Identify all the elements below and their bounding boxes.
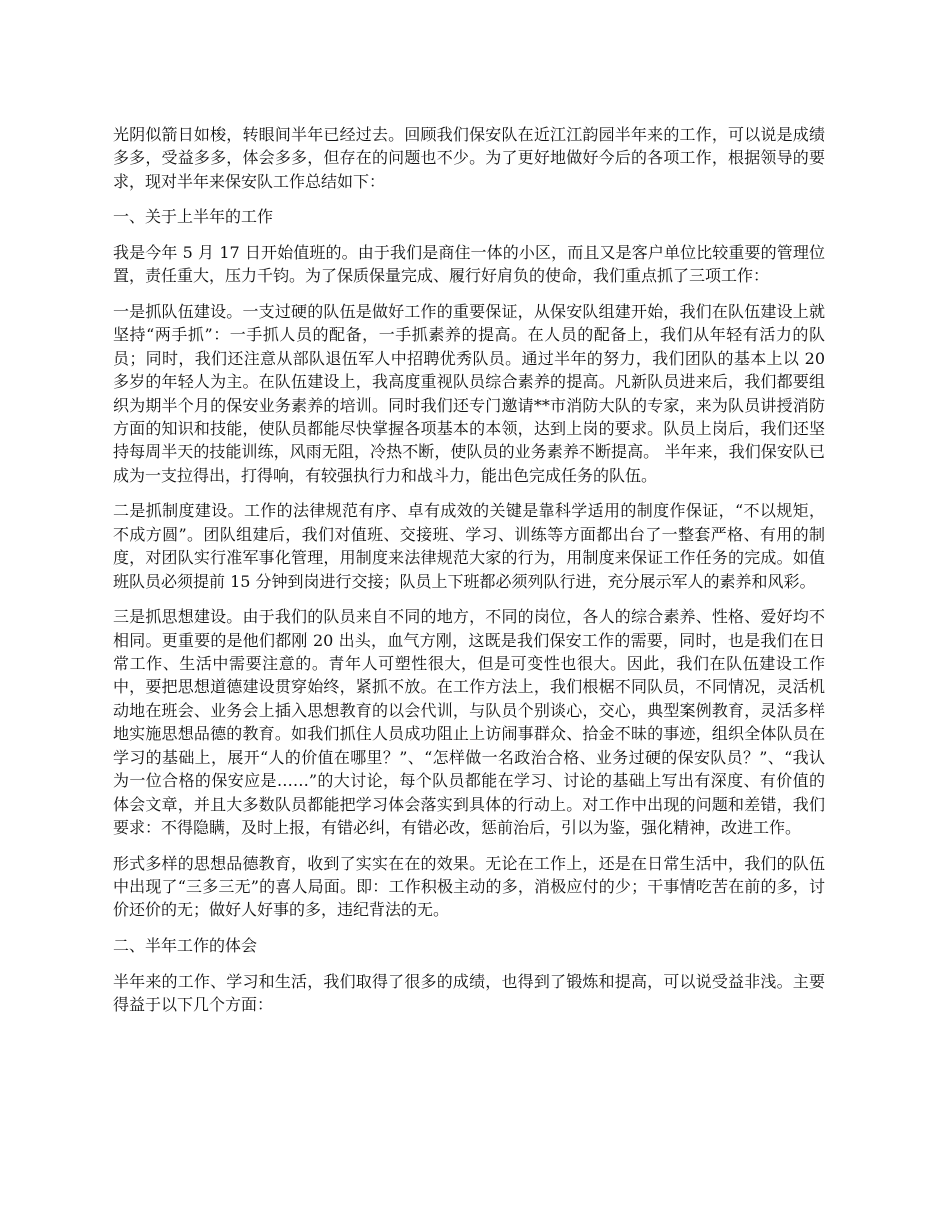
document-body	[113, 123, 825, 1029]
intro-paragraph: 光阴似箭日如梭，转眼间半年已经过去。回顾我们保安队在近江江韵园半年来的工作，可以说是成绩多多，受益多多，体会多多，但存在的问题也不少。为了更好地做好今后的各项工作，根据领导的要求，现对半年来保安队工作总结如下：	[113, 125, 825, 191]
ideology-building-paragraph: 三是抓思想建设。由于我们的队员来自不同的地方，不同的岗位，各人的综合素养、性格、爱好均不相同。更重要的是他们都刚 20 出头，血气方刚，这既是我们保安工作的需要，同时，也是我们在日常工作、生活中需要注意的。青年人可塑性很大，但是可变性也很大。因此，我们在队伍建设工作中，要把思想道德建设贯穿始终，紧抓不放。在工作方法上，我们根椐不同队员，不同情况，灵活机动地在班会、业务会上插入思想教育的以会代训，与队员个别谈心，交心，典型案例教育，灵活多样地实施思想品德的教育。如我们抓住人员成功阻止上访闹事群众、拾金不昧的事迹，组织全体队员在学习的基础上，展开“人的价值在哪里？”、“怎样做一名政治合格、业务过硬的保安队员？”、“我认为一位合格的保安应是……”的大讨论，每个队员都能在学习、讨论的基础上写出有深度、有价值的体会文章，并且大多数队员都能把学习体会落实到具体的行动上。对工作中出现的问题和差错，我们要求：不得隐瞒，及时上报，有错必纠，有错必改，惩前治后，引以为鉴，强化精神，改进工作。	[113, 607, 825, 837]
team-building-paragraph: 一是抓队伍建设。一支过硬的队伍是做好工作的重要保证，从保安队组建开始，我们在队伍建设上就坚持“两手抓”：一手抓人员的配备，一手抓素养的提高。在人员的配备上，我们从年轻有活力的队员；同时，我们还注意从部队退伍军人中招聘优秀队员。通过半年的努力，我们团队的基本上以 20 多岁的年轻人为主。在队伍建设上，我高度重视队员综合素养的提高。凡新队员进来后，我们都要组织为期半个月的保安业务素养的培训。同时我们还专门邀请**市消防大队的专家，来为队员讲授消防方面的知识和技能，使队员都能尽快掌握各项基本的本领，达到上岗的要求。队员上岗后，我们还坚持每周半天的技能训练，风雨无阻，冷热不断，使队员的业务素养不断提高。 半年来，我们保安队已成为一支拉得出，打得响，有较强执行力和战斗力，能出色完成任务的队伍。	[113, 302, 825, 485]
experience-intro-paragraph: 半年来的工作、学习和生活，我们取得了很多的成绩，也得到了锻炼和提高，可以说受益非浅。主要得益于以下几个方面：	[113, 971, 825, 1014]
section-heading-experience: 二、半年工作的体会	[113, 935, 258, 955]
work-start-paragraph: 我是今年 5 月 17 日开始值班的。由于我们是商住一体的小区，而且又是客户单位比较重要的管理位置，责任重大，压力千钧。为了保质保量完成、履行好肩负的使命，我们重点抓了三项工作：	[113, 243, 825, 286]
system-building-paragraph: 二是抓制度建设。工作的法律规范有序、卓有成效的关键是靠科学适用的制度作保证，“不以规矩，不成方圆”。团队组建后，我们对值班、交接班、学习、训练等方面都出台了一整套严格、有用的制度，对团队实行准军事化管理，用制度来法律规范大家的行为，用制度来保证工作任务的完成。如值班队员必须提前 15 分钟到岗进行交接；队员上下班都必须列队行进，充分展示军人的素养和风彩。	[113, 501, 825, 591]
education-results-paragraph: 形式多样的思想品德教育，收到了实实在在的效果。无论在工作上，还是在日常生活中，我们的队伍中出现了“三多三无”的喜人局面。即：工作积极主动的多，消极应付的少；干事情吃苦在前的多，讨价还价的无；做好人好事的多，违纪背法的无。	[113, 853, 825, 920]
section-heading-first-half-work: 一、关于上半年的工作	[113, 207, 274, 227]
